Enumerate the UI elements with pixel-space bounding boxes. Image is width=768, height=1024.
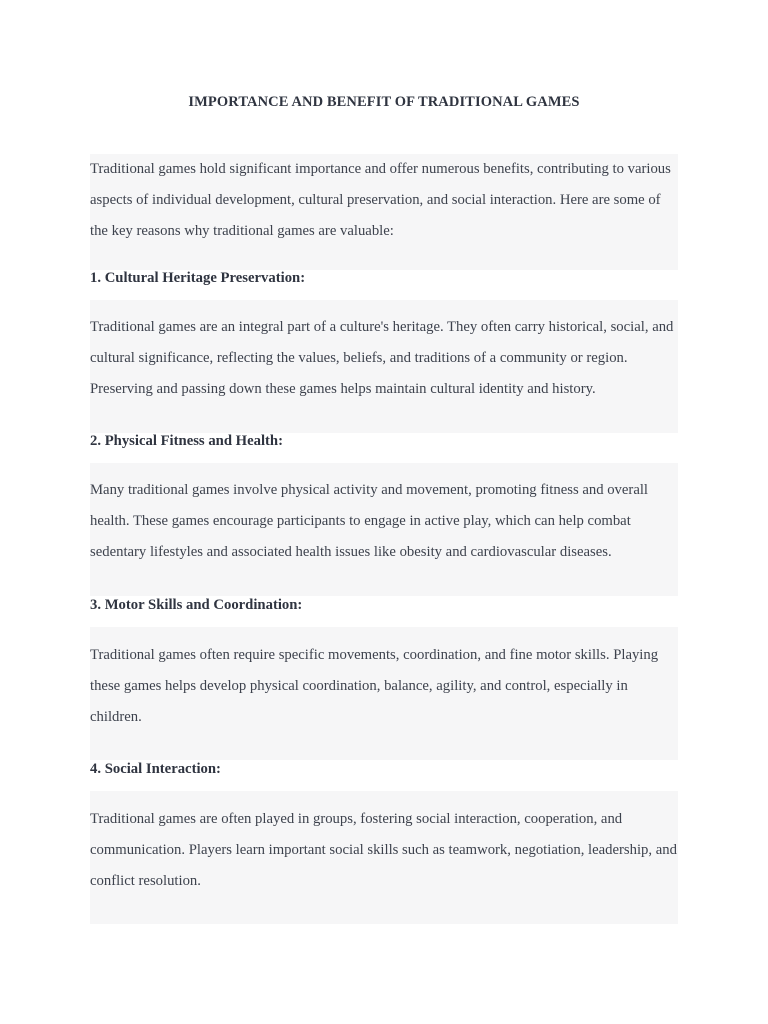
section-block-physical-fitness [90,463,678,596]
page-title: IMPORTANCE AND BENEFIT OF TRADITIONAL GAMES [188,94,580,110]
section-paragraph-cultural-heritage: Traditional games are an integral part of a culture's heritage. They often carry historical, social, and cultural significance, reflecting the values, beliefs, and traditions of a community or region. Preserving and passing down these games helps maintain cultural identity and history. [90,319,674,397]
section-block-cultural-heritage [90,300,678,433]
section-heading-social-interaction: 4. Social Interaction: [90,761,221,777]
intro-paragraph: Traditional games hold significant importance and offer numerous benefits, contributing to various aspects of individual development, cultural preservation, and social interaction. Here are some of the key reasons why traditional games are valuable: [90,161,671,239]
section-heading-physical-fitness: 2. Physical Fitness and Health: [90,433,283,449]
section-heading-motor-skills: 3. Motor Skills and Coordination: [90,597,303,613]
section-block-social-interaction [90,791,678,924]
section-heading-cultural-heritage: 1. Cultural Heritage Preservation: [90,270,306,286]
intro-block [90,154,678,270]
section-paragraph-physical-fitness: Many traditional games involve physical activity and movement, promoting fitness and overall health. These games encourage participants to engage in active play, which can help combat sedentary lifestyles and associated health issues like obesity and cardiovascular diseases. [90,482,648,560]
section-paragraph-social-interaction: Traditional games are often played in groups, fostering social interaction, cooperation, and communication. Players learn important social skills such as teamwork, negotiation, leadership, and conflict resolution. [90,811,677,889]
section-paragraph-motor-skills: Traditional games often require specific movements, coordination, and fine motor skills. Playing these games helps develop physical coordination, balance, agility, and control, especially in children. [90,647,659,725]
section-block-motor-skills [90,627,678,760]
